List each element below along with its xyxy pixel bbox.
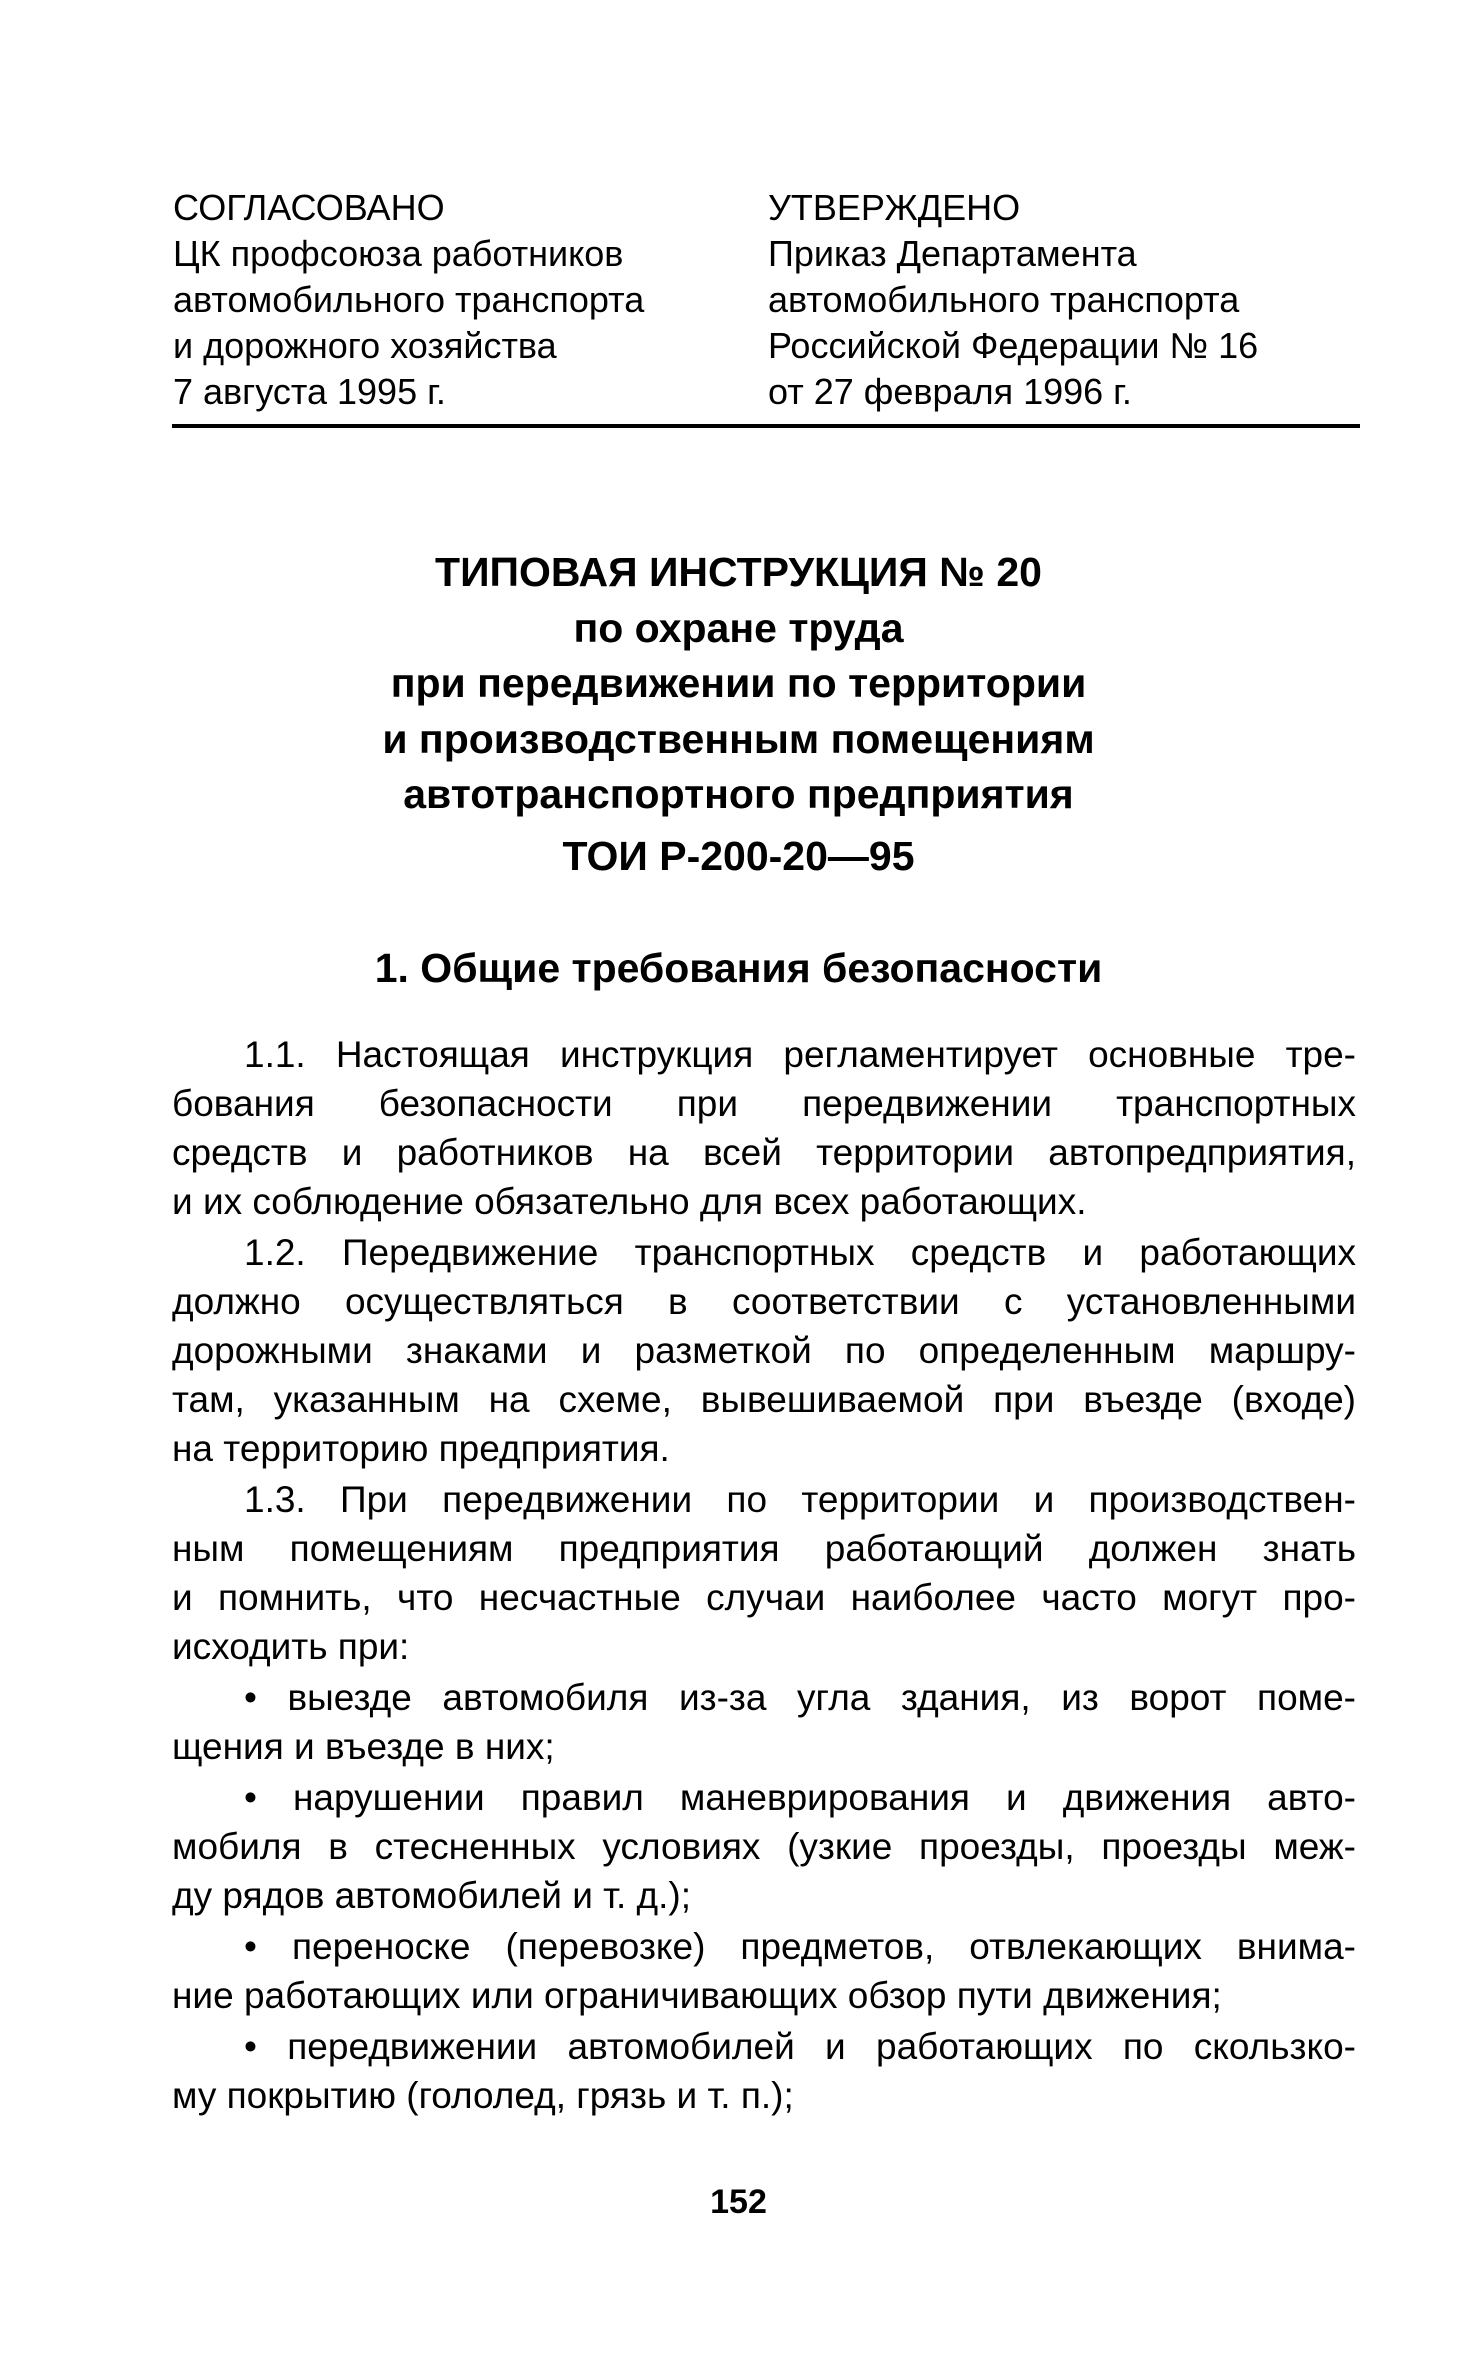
title-line: при передвижении по территории bbox=[390, 660, 1087, 706]
approved-line: Российской Федерации № 16 bbox=[768, 325, 1259, 366]
text-line: щения и въезде в них; bbox=[172, 1726, 555, 1767]
approval-block-approved bbox=[768, 185, 1258, 415]
text-line: ным помещениям предприятия работающий должен знать bbox=[172, 1528, 1356, 1569]
title-line: автотранспортного предприятия bbox=[403, 771, 1074, 817]
agreed-label: СОГЛАСОВАНО bbox=[173, 187, 445, 228]
document-title bbox=[0, 545, 1477, 884]
text-line: • переноске (перевозке) предметов, отвлекающих внима- bbox=[244, 1926, 1356, 1967]
title-line: и производственным помещениям bbox=[382, 715, 1095, 762]
text-line: ние работающих или ограничивающих обзор пути движения; bbox=[172, 1975, 1222, 2016]
text-line: дорожными знаками и разметкой по определенным маршру- bbox=[172, 1330, 1356, 1371]
text-line: должно осуществляться в соответствии с установленными bbox=[172, 1281, 1356, 1322]
bullet-item bbox=[172, 2022, 1356, 2120]
agreed-line: и дорожного хозяйства bbox=[173, 325, 557, 366]
approved-line: автомобильного транспорта bbox=[768, 279, 1240, 320]
agreed-date: 7 августа 1995 г. bbox=[173, 371, 446, 412]
approved-line: Приказ Департамента bbox=[768, 233, 1137, 274]
agreed-line: ЦК профсоюза работников bbox=[173, 233, 624, 274]
text-line: му покрытию (гололед, грязь и т. п.); bbox=[172, 2075, 794, 2116]
text-line: бования безопасности при передвижении транспортных bbox=[172, 1083, 1356, 1124]
text-line: ду рядов автомобилей и т. д.); bbox=[172, 1875, 692, 1916]
approved-date: от 27 февраля 1996 г. bbox=[768, 371, 1132, 412]
text-line: 1.3. При передвижении по территории и производствен- bbox=[244, 1479, 1356, 1520]
bullet-item bbox=[172, 1773, 1356, 1920]
approval-block-agreed bbox=[173, 185, 644, 415]
page-number: 152 bbox=[710, 2183, 767, 2221]
section-heading: 1. Общие требования безопасности bbox=[374, 945, 1103, 991]
text-line: на территорию предприятия. bbox=[172, 1428, 670, 1469]
text-line: 1.2. Передвижение транспортных средств и работающих bbox=[244, 1232, 1356, 1273]
paragraph bbox=[172, 1228, 1356, 1473]
text-line: 1.1. Настоящая инструкция регламентирует основные тре- bbox=[244, 1034, 1356, 1075]
paragraph bbox=[172, 1030, 1356, 1226]
bullet-item bbox=[172, 1673, 1356, 1771]
text-line: • передвижении автомобилей и работающих по скользко- bbox=[244, 2026, 1356, 2067]
title-line: ТИПОВАЯ ИНСТРУКЦИЯ № 20 bbox=[435, 549, 1042, 595]
text-line: • нарушении правил маневрирования и движения авто- bbox=[244, 1777, 1356, 1818]
text-line: мобиля в стесненных условиях (узкие проезды, проезды меж- bbox=[172, 1826, 1356, 1867]
title-line: по охране труда bbox=[573, 604, 904, 651]
header-divider bbox=[172, 424, 1360, 428]
text-line: и помнить, что несчастные случаи наиболее часто могут про- bbox=[172, 1577, 1356, 1618]
body-text bbox=[172, 1030, 1356, 2122]
text-line: • выезде автомобиля из-за угла здания, из ворот поме- bbox=[244, 1677, 1356, 1718]
text-line: исходить при: bbox=[172, 1626, 410, 1667]
document-code: ТОИ Р-200-20—95 bbox=[562, 832, 915, 879]
text-line: и их соблюдение обязательно для всех работающих. bbox=[172, 1181, 1087, 1222]
approved-label: УТВЕРЖДЕНО bbox=[768, 187, 1021, 228]
bullet-item bbox=[172, 1922, 1356, 2020]
text-line: средств и работников на всей территории автопредприятия, bbox=[172, 1132, 1356, 1173]
agreed-line: автомобильного транспорта bbox=[173, 279, 645, 320]
paragraph bbox=[172, 1475, 1356, 1671]
text-line: там, указанным на схеме, вывешиваемой при въезде (входе) bbox=[172, 1379, 1356, 1420]
